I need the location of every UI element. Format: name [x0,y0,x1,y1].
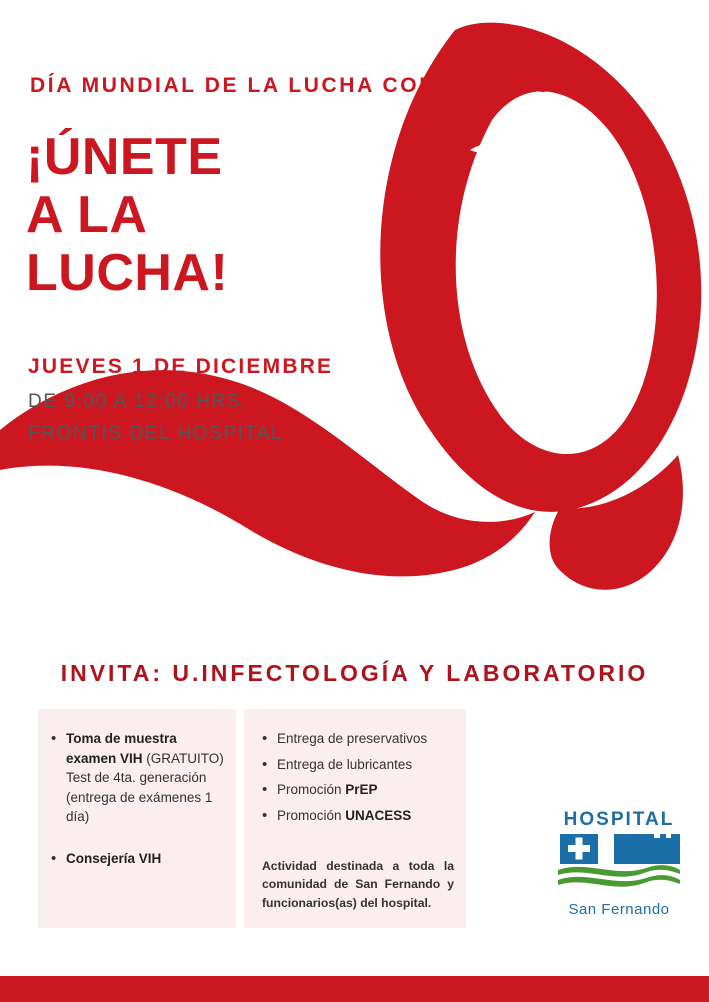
logo-artwork-icon [556,832,682,892]
organizers-line: INVITA: U.INFECTOLOGÍA Y LABORATORIO [60,660,649,686]
headline-line-1: ¡ÚNETE [26,128,223,186]
services-panel-right [244,709,466,928]
list-item-bold: PrEP [345,782,378,798]
list-item-text: Entrega de preservativos [277,731,428,746]
event-time: DE 9:00 A 12:00 HRS. [28,391,249,412]
poster-kicker: DÍA MUNDIAL DE LA LUCHA CONTRA EL SIDA [30,74,597,97]
logo-subtitle: San Fernando [568,901,670,918]
list-item [51,849,226,869]
list-item [262,806,456,826]
services-panel-left [38,709,236,928]
list-item-text: Entrega de lubricantes [277,756,413,772]
list-item-pre: Promoción [277,807,346,823]
headline-line-2: A LA [26,186,148,245]
list-item-bold: Toma de muestra examen VIH [66,731,177,766]
list-item [262,729,456,749]
list-item-bold: Consejería VIH [66,850,162,866]
event-place: FRONTIS DEL HOSPITAL [28,423,283,444]
bottom-bar [0,976,709,1002]
logo-title: HOSPITAL [563,809,675,830]
list-item [51,729,226,827]
list-item-text: (GRATUITO) Test de 4ta. generación (entrega de exámenes 1 día) [66,750,224,825]
list-item [262,755,456,775]
list-item-pre: Promoción [277,782,346,798]
poster-headline [26,128,228,303]
event-date: JUEVES 1 DE DICIEMBRE [28,355,334,378]
services-list-left [51,729,226,868]
headline-line-3: LUCHA! [26,244,229,303]
services-list-right [262,729,456,825]
list-item-bold: UNACESS [345,807,412,823]
list-item [262,780,456,800]
activity-note: Actividad destinada a toda la comunidad de San Fernando y funcionarios(as) del hospital. [262,859,454,910]
hospital-logo [556,810,682,930]
